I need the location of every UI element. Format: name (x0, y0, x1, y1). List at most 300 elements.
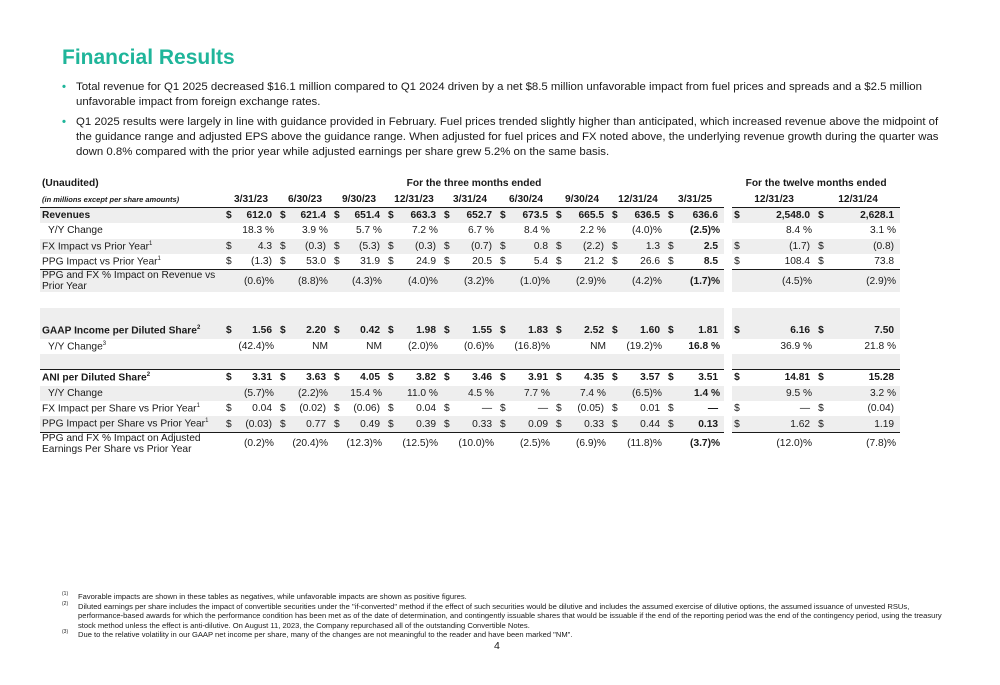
value-text: 7.7 % (523, 387, 550, 399)
value-text: 3.1 % (870, 225, 897, 237)
value-text: 0.04 (416, 403, 436, 415)
currency-symbol: $ (334, 372, 340, 384)
currency-symbol: $ (280, 240, 286, 252)
value-text: 673.5 (522, 209, 548, 221)
currency-symbol: $ (226, 403, 232, 415)
value-cell (386, 207, 442, 223)
period-header: 12/31/23 (386, 191, 442, 207)
value-cell (498, 432, 554, 455)
currency-symbol: $ (612, 256, 618, 268)
value-text: 5.7 % (355, 225, 382, 237)
value-cell (278, 239, 332, 254)
value-cell (554, 323, 610, 338)
value-text: 18.3 % (242, 225, 274, 237)
currency-symbol: $ (734, 256, 740, 268)
value-cell (666, 270, 724, 293)
value-cell (278, 254, 332, 270)
value-text: (1.7)% (690, 275, 721, 287)
currency-symbol: $ (734, 209, 740, 221)
row-label (40, 370, 224, 386)
value-text: 3.91 (528, 372, 548, 384)
annual-value-cell (816, 223, 900, 238)
table-row-rev-yy (40, 223, 900, 238)
table-row-ppg-share (40, 416, 900, 432)
value-text: 663.3 (410, 209, 436, 221)
currency-symbol: $ (334, 403, 340, 415)
value-cell (332, 239, 386, 254)
spacer-cell (224, 354, 278, 370)
annual-value-cell (732, 370, 816, 386)
value-cell (610, 370, 666, 386)
value-cell (386, 223, 442, 238)
value-cell (498, 416, 554, 432)
currency-symbol: $ (818, 372, 824, 384)
annual-value-cell (816, 416, 900, 432)
spacer-cell (724, 292, 732, 307)
period-header: 6/30/24 (498, 191, 554, 207)
annual-value-cell (732, 254, 816, 270)
value-cell (224, 254, 278, 270)
value-cell (442, 254, 498, 270)
value-cell (224, 323, 278, 338)
value-cell (332, 207, 386, 223)
gap-cell (724, 323, 732, 338)
value-cell (666, 207, 724, 223)
currency-symbol: $ (388, 256, 394, 268)
footnote (62, 592, 942, 602)
value-cell (554, 270, 610, 293)
value-cell (332, 370, 386, 386)
value-text: 8.4 % (786, 225, 813, 237)
spacer-cell (610, 308, 666, 323)
spacer-row (40, 292, 900, 307)
value-text: (2.9)% (575, 275, 606, 287)
value-text: (2.0)% (407, 340, 438, 352)
value-cell (498, 370, 554, 386)
currency-symbol: $ (734, 325, 740, 337)
currency-symbol: $ (334, 240, 340, 252)
footnote-text: Favorable impacts are shown in these tables as negatives, while unfavorable impacts are shown as positive figures. (78, 592, 467, 601)
currency-symbol: $ (818, 256, 824, 268)
value-cell (224, 401, 278, 416)
table-row-gaap-yy (40, 339, 900, 354)
value-text: 7.4 % (579, 387, 606, 399)
spacer-cell (724, 354, 732, 370)
spacer-cell (554, 354, 610, 370)
value-text: (1.3) (251, 256, 272, 268)
currency-symbol: $ (280, 256, 286, 268)
currency-symbol: $ (556, 325, 562, 337)
gap-cell (724, 239, 732, 254)
currency-symbol: $ (612, 418, 618, 430)
gap-cell (724, 207, 732, 223)
period-header: 9/30/23 (332, 191, 386, 207)
currency-symbol: $ (612, 325, 618, 337)
value-text: 0.77 (306, 418, 326, 430)
value-cell (278, 401, 332, 416)
annual-value-cell (816, 207, 900, 223)
currency-symbol: $ (668, 240, 674, 252)
unaudited-label: (Unaudited) (42, 178, 99, 190)
currency-symbol: $ (226, 256, 232, 268)
value-cell (332, 223, 386, 238)
spacer-cell (332, 308, 386, 323)
value-cell (332, 432, 386, 455)
value-text: NM (366, 340, 382, 352)
annual-value-cell (732, 270, 816, 293)
value-text: (11.8)% (627, 438, 662, 450)
annual-value-cell (816, 339, 900, 354)
gap-cell (724, 370, 732, 386)
annual-value-cell (816, 386, 900, 401)
value-text: 0.33 (584, 418, 604, 430)
value-text: (0.6)% (243, 275, 274, 287)
value-text: (20.4)% (292, 438, 328, 450)
value-cell (610, 270, 666, 293)
spacer-cell (732, 354, 816, 370)
value-text: 0.33 (472, 418, 492, 430)
value-text: 6.16 (790, 325, 811, 337)
value-text: (5.7)% (243, 387, 274, 399)
bullet-item: • Total revenue for Q1 2025 decreased $16.1 million compared to Q1 2024 driven by a net $8.5 million unfavorable impact from fuel prices and spreads and a $2.5 million unfavorable impact from foreign exchange rates. (62, 80, 942, 110)
gap-cell (724, 432, 732, 455)
value-text: 1.55 (472, 325, 492, 337)
value-cell (442, 370, 498, 386)
value-text: (0.8) (873, 240, 895, 252)
value-cell (610, 254, 666, 270)
spacer-cell (332, 292, 386, 307)
value-text: 3.51 (698, 372, 719, 384)
value-cell (332, 339, 386, 354)
value-text: (0.04) (867, 403, 895, 415)
value-text: 3.46 (472, 372, 492, 384)
value-cell (442, 432, 498, 455)
currency-symbol: $ (500, 256, 506, 268)
value-text: 2.5 (703, 240, 719, 252)
table-row-ppg-fx-rev (40, 270, 900, 293)
value-cell (554, 416, 610, 432)
currency-symbol: $ (668, 256, 674, 268)
currency-symbol: $ (280, 372, 286, 384)
value-text: (6.5)% (631, 387, 662, 399)
value-text: 7.2 % (411, 225, 438, 237)
value-text: 3.9 % (301, 225, 328, 237)
row-label (40, 239, 224, 254)
footnote-ref: 2 (196, 325, 201, 332)
value-text: (3.7)% (690, 438, 721, 450)
spacer-cell (554, 292, 610, 307)
annual-value-cell (732, 323, 816, 338)
value-cell (224, 386, 278, 401)
value-cell (224, 239, 278, 254)
row-label (40, 323, 224, 338)
value-text: 1.62 (790, 418, 811, 430)
value-cell (278, 339, 332, 354)
footnote-ref: 1 (157, 255, 161, 262)
currency-symbol: $ (226, 418, 232, 430)
table-row-ani-yy (40, 386, 900, 401)
value-cell (386, 432, 442, 455)
currency-symbol: $ (612, 403, 618, 415)
gap-cell (724, 401, 732, 416)
row-label-text: FX Impact per Share vs Prior Year (42, 403, 197, 415)
value-text: 6.7 % (467, 225, 494, 237)
currency-symbol: $ (280, 403, 286, 415)
value-cell (610, 207, 666, 223)
currency-symbol: $ (556, 256, 562, 268)
footnote (62, 602, 942, 631)
currency-symbol: $ (668, 418, 674, 430)
row-label-text: GAAP Income per Diluted Share (42, 325, 197, 337)
value-cell (666, 401, 724, 416)
value-text: NM (590, 340, 606, 352)
value-cell (554, 386, 610, 401)
value-cell (498, 401, 554, 416)
value-cell (386, 239, 442, 254)
currency-symbol: $ (612, 240, 618, 252)
currency-symbol: $ (388, 240, 394, 252)
value-text: 15.4 % (350, 387, 382, 399)
value-cell (224, 270, 278, 293)
spacer-cell (816, 292, 900, 307)
value-text: 652.7 (466, 209, 492, 221)
value-cell (386, 370, 442, 386)
table-row-ppg-fx-eps (40, 432, 900, 455)
value-text: 612.0 (246, 209, 272, 221)
value-cell (498, 270, 554, 293)
value-cell (498, 386, 554, 401)
value-text: 8.4 % (523, 225, 550, 237)
value-cell (554, 223, 610, 238)
value-cell (224, 370, 278, 386)
period-header: 3/31/23 (224, 191, 278, 207)
value-text: (0.02) (299, 403, 326, 415)
spacer-cell (278, 354, 332, 370)
value-cell (332, 386, 386, 401)
gap-cell (724, 191, 732, 207)
row-label (40, 386, 224, 401)
value-text: — (537, 403, 548, 415)
currency-symbol: $ (500, 418, 506, 430)
value-text: (19.2)% (626, 340, 662, 352)
table-header-group-row (40, 176, 900, 191)
value-text: 26.6 (640, 256, 660, 268)
currency-symbol: $ (444, 240, 450, 252)
value-text: 0.13 (698, 418, 719, 430)
value-cell (666, 370, 724, 386)
units-note: (in millions except per share amounts) (40, 191, 224, 207)
spacer-cell (554, 308, 610, 323)
spacer-cell (498, 292, 554, 307)
bullet-item: • Q1 2025 results were largely in line with guidance provided in February. Fuel prices trended slightly higher than anticipated, which increased revenue above the midpoint of the guidance range and adjusted EPS above the guidance range. When adjusted for fuel prices and FX noted above, the underlying revenue growth during the quarter was down 0.8% compared with the prior year while adjusted earnings per share grew 5.2% on the same basis. (62, 115, 942, 160)
summary-bullets (62, 80, 942, 165)
value-cell (442, 416, 498, 432)
value-text: (4.5)% (782, 275, 813, 287)
value-cell (554, 207, 610, 223)
annual-value-cell (816, 323, 900, 338)
table-row-revenues (40, 207, 900, 223)
gap-cell (724, 270, 732, 293)
spacer-cell (278, 308, 332, 323)
value-text: 8.5 (703, 256, 719, 268)
period-header: 6/30/23 (278, 191, 332, 207)
currency-symbol: $ (500, 403, 506, 415)
currency-symbol: $ (818, 325, 824, 337)
currency-symbol: $ (280, 418, 286, 430)
value-text: 1.81 (698, 325, 719, 337)
value-cell (278, 432, 332, 455)
spacer-cell (386, 354, 442, 370)
value-cell (278, 370, 332, 386)
value-cell (554, 239, 610, 254)
footnote-ref: 3 (102, 340, 107, 347)
spacer-cell (40, 354, 224, 370)
annual-value-cell (816, 270, 900, 293)
spacer-cell (498, 354, 554, 370)
footnote-text: Due to the relative volatility in our GAAP net income per share, many of the changes are not meaningful to the reader and have been marked "NM". (78, 630, 573, 640)
value-cell (442, 323, 498, 338)
value-text: (6.9)% (575, 438, 606, 450)
table-row-gaap-eps (40, 323, 900, 338)
value-text: (1.7) (789, 240, 811, 252)
row-label-text: PPG Impact vs Prior Year (42, 256, 158, 268)
row-label-text: Y/Y Change (48, 340, 103, 352)
spacer-cell (816, 354, 900, 370)
annual-value-cell (816, 401, 900, 416)
currency-symbol: $ (334, 256, 340, 268)
currency-symbol: $ (280, 325, 286, 337)
footnote-mark: (1) (62, 591, 69, 597)
period-header: 12/31/24 (610, 191, 666, 207)
value-text: 0.04 (252, 403, 272, 415)
value-cell (610, 416, 666, 432)
value-cell (332, 401, 386, 416)
currency-symbol: $ (226, 240, 232, 252)
currency-symbol: $ (334, 209, 340, 221)
value-text: 3.63 (306, 372, 326, 384)
value-cell (332, 254, 386, 270)
value-text: 1.56 (252, 325, 272, 337)
currency-symbol: $ (444, 372, 450, 384)
value-cell (610, 339, 666, 354)
value-text: (3.2)% (463, 275, 494, 287)
row-label (40, 207, 224, 223)
value-text: (12.3)% (346, 438, 382, 450)
value-cell (610, 223, 666, 238)
annual-value-cell (732, 223, 816, 238)
value-text: (0.3) (305, 240, 326, 252)
value-text: (5.3) (359, 240, 380, 252)
currency-symbol: $ (556, 418, 562, 430)
value-text: 0.44 (640, 418, 660, 430)
value-cell (386, 401, 442, 416)
currency-symbol: $ (388, 209, 394, 221)
value-cell (224, 339, 278, 354)
annual-value-cell (816, 370, 900, 386)
value-text: (0.7) (471, 240, 492, 252)
period-header: 3/31/25 (666, 191, 724, 207)
currency-symbol: $ (334, 325, 340, 337)
twelve-months-header: For the twelve months ended (745, 178, 887, 190)
value-text: 7.50 (874, 325, 895, 337)
value-text: 2.2 % (579, 225, 606, 237)
annual-value-cell (732, 339, 816, 354)
value-text: (42.4)% (238, 340, 274, 352)
currency-symbol: $ (388, 418, 394, 430)
value-text: — (481, 403, 492, 415)
value-cell (610, 239, 666, 254)
value-cell (554, 370, 610, 386)
footnotes (62, 592, 942, 640)
value-text: 0.39 (416, 418, 436, 430)
value-cell (498, 207, 554, 223)
value-text: (2.2)% (297, 387, 328, 399)
row-label (40, 401, 224, 416)
footnote-ref: 1 (149, 240, 153, 247)
value-cell (278, 323, 332, 338)
currency-symbol: $ (734, 240, 740, 252)
footnote (62, 630, 942, 640)
currency-symbol: $ (388, 403, 394, 415)
currency-symbol: $ (556, 372, 562, 384)
value-cell (442, 401, 498, 416)
value-text: 3.57 (640, 372, 660, 384)
value-text: 4.05 (360, 372, 380, 384)
value-text: 9.5 % (786, 387, 813, 399)
value-text: 108.4 (784, 256, 811, 268)
value-text: 11.0 % (407, 387, 438, 399)
value-text: 1.60 (640, 325, 660, 337)
value-cell (666, 339, 724, 354)
footnote-ref: 1 (196, 403, 200, 410)
value-cell (442, 223, 498, 238)
value-text: (0.3) (415, 240, 436, 252)
value-text: (12.5)% (402, 438, 438, 450)
spacer-cell (666, 308, 724, 323)
table-header-row (40, 191, 900, 207)
value-text: (12.0)% (776, 438, 813, 450)
annual-value-cell (816, 432, 900, 455)
currency-symbol: $ (556, 209, 562, 221)
currency-symbol: $ (334, 418, 340, 430)
value-cell (666, 416, 724, 432)
gap-cell (724, 176, 732, 191)
row-label-text: Y/Y Change (48, 387, 103, 399)
value-text: 636.5 (634, 209, 660, 221)
value-text: (7.8)% (866, 438, 897, 450)
value-cell (278, 207, 332, 223)
page-title: Financial Results (62, 46, 235, 69)
page-number: 4 (494, 640, 500, 652)
spacer-row (40, 308, 900, 323)
value-cell (666, 323, 724, 338)
value-text: 636.6 (692, 209, 719, 221)
currency-symbol: $ (444, 403, 450, 415)
value-text: (0.06) (353, 403, 380, 415)
row-label (40, 223, 224, 238)
row-label-text: PPG and FX % Impact on Adjusted Earnings Per Share vs Prior Year (42, 432, 201, 455)
spacer-cell (732, 292, 816, 307)
spacer-cell (386, 292, 442, 307)
value-cell (442, 386, 498, 401)
spacer-cell (224, 292, 278, 307)
row-label-text: Y/Y Change (48, 225, 103, 237)
currency-symbol: $ (444, 418, 450, 430)
value-cell (386, 270, 442, 293)
value-text: (4.3)% (351, 275, 382, 287)
currency-symbol: $ (500, 372, 506, 384)
currency-symbol: $ (444, 256, 450, 268)
